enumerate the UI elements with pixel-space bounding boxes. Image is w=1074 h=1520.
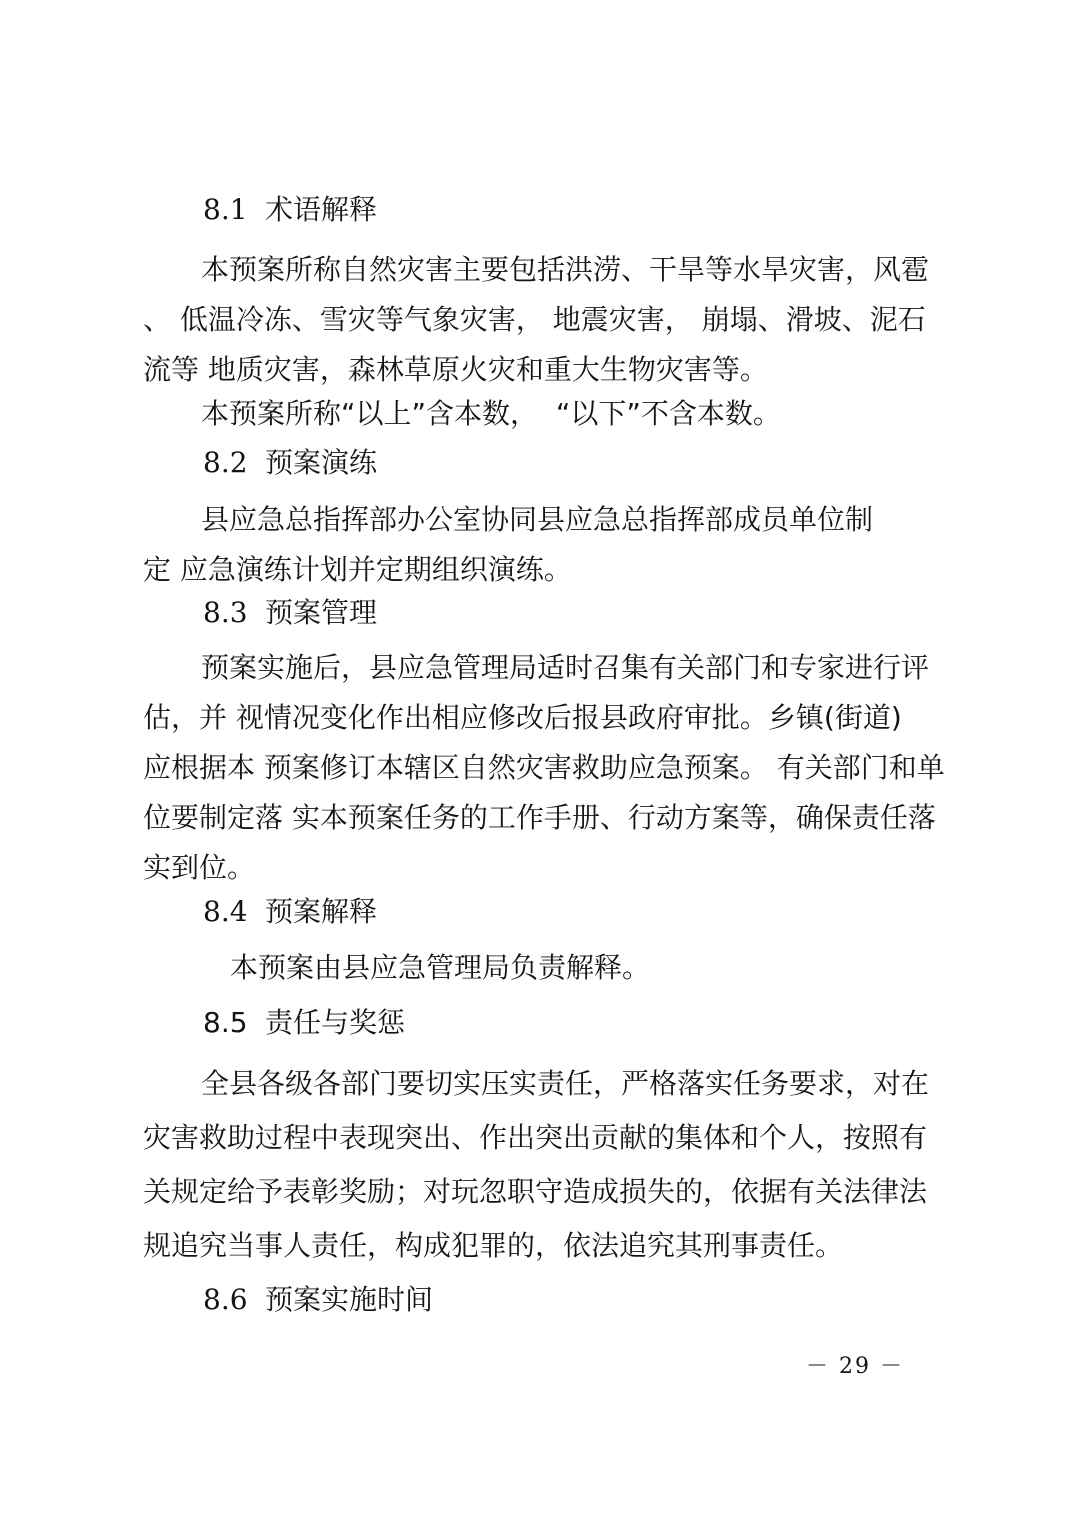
section-number: 8.4 — [203, 895, 248, 928]
paragraph-line: 应根据本 预案修订本辖区自然灾害救助应急预案。 有关部门和单 — [143, 751, 945, 784]
section-heading-8-2 — [203, 443, 377, 483]
section-title: 预案管理 — [265, 596, 378, 629]
section-heading-8-6 — [203, 1280, 433, 1320]
paragraph-line: 预案实施后，县应急管理局适时召集有关部门和专家进行评 — [201, 651, 930, 684]
paragraph-line: 流等 地质灾害，森林草原火灾和重大生物灾害等。 — [143, 353, 768, 386]
paragraph-line: 本预案所称自然灾害主要包括洪涝、干旱等水旱灾害，风雹 — [201, 253, 930, 286]
section-number: 8.1 — [203, 193, 248, 226]
page-number: － 29 － — [806, 1354, 904, 1379]
paragraph-line: 规追究当事人责任，构成犯罪的，依法追究其刑事责任。 — [143, 1229, 844, 1262]
section-number: 8.2 — [203, 446, 248, 479]
section-heading-8-5 — [203, 1003, 405, 1043]
paragraph-line: 实到位。 — [143, 851, 256, 884]
section-heading-8-3 — [203, 593, 377, 633]
paragraph-line: 灾害救助过程中表现突出、作出突出贡献的集体和个人，按照有 — [143, 1121, 928, 1154]
paragraph-line: 本预案所称“以上”含本数， “以下”不含本数。 — [201, 397, 781, 430]
section-number: 8.5 — [203, 1006, 248, 1039]
paragraph-line: 估，并 视情况变化作出相应修改后报县政府审批。乡镇(街道) — [143, 701, 902, 734]
section-number: 8.3 — [203, 596, 248, 629]
section-title: 责任与奖惩 — [265, 1006, 406, 1039]
paragraph-line: 位要制定落 实本预案任务的工作手册、行动方案等，确保责任落 — [143, 801, 936, 834]
section-number: 8.6 — [203, 1283, 248, 1316]
paragraph-line: 关规定给予表彰奖励；对玩忽职守造成损失的，依据有关法律法 — [143, 1175, 928, 1208]
section-title: 预案演练 — [265, 446, 378, 479]
section-title: 预案解释 — [265, 895, 378, 928]
section-heading-8-4 — [203, 892, 377, 932]
paragraph-line: 、 低温冷冻、雪灾等气象灾害， 地震灾害， 崩塌、滑坡、泥石 — [143, 303, 926, 336]
paragraph-line: 县应急总指挥部办公室协同县应急总指挥部成员单位制 — [201, 503, 874, 536]
section-heading-8-1 — [203, 190, 377, 230]
paragraph-line: 定 应急演练计划并定期组织演练。 — [143, 553, 572, 586]
section-title: 术语解释 — [265, 193, 378, 226]
paragraph-line: 全县各级各部门要切实压实责任，严格落实任务要求，对在 — [201, 1067, 930, 1100]
paragraph-line: 本预案由县应急管理局负责解释。 — [230, 951, 651, 984]
section-title: 预案实施时间 — [265, 1283, 434, 1316]
